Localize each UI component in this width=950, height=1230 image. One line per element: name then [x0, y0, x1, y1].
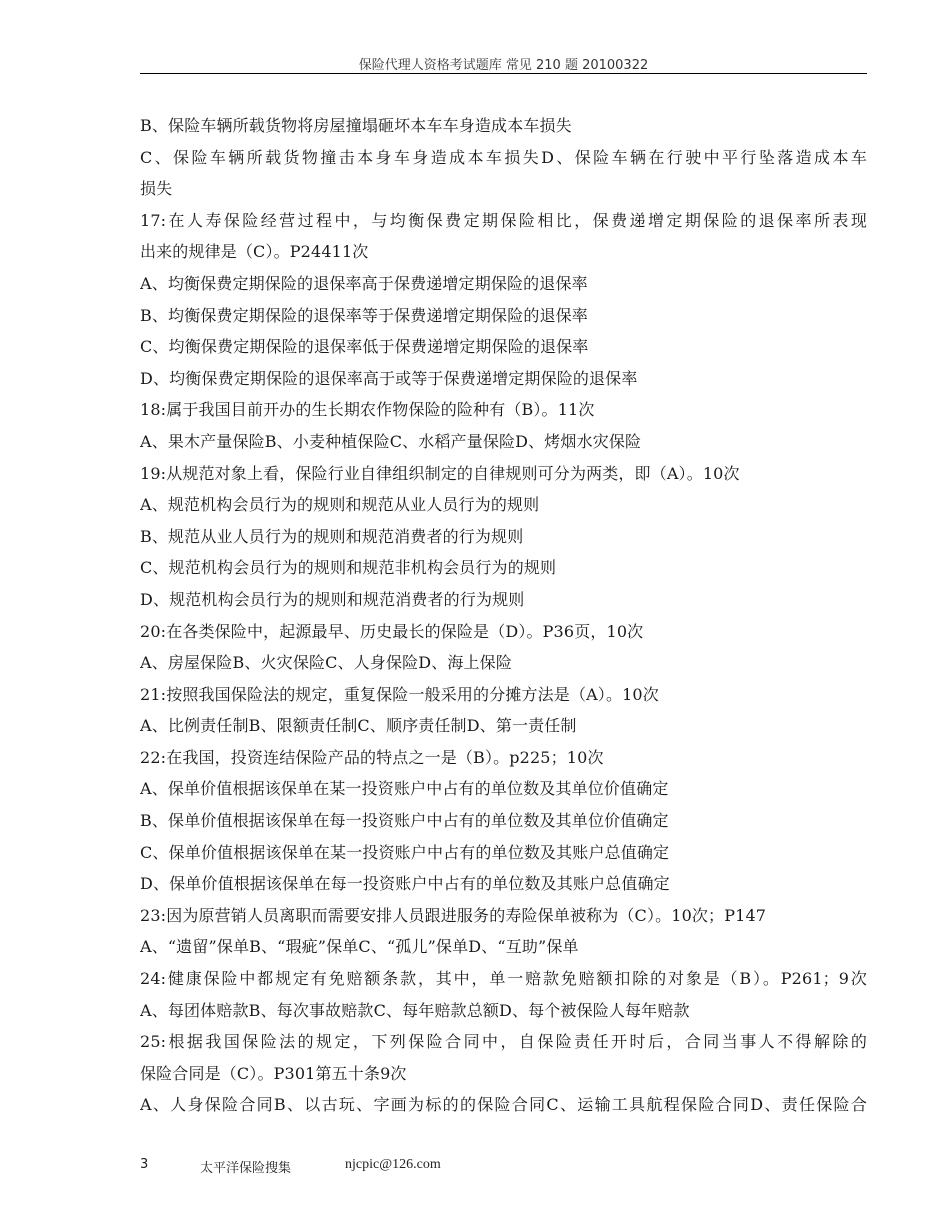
text-line: C、保险车辆所载货物撞击本身车身造成本车损失D、保险车辆在行驶中平行坠落造成本车: [140, 147, 867, 167]
text-line: D、均衡保费定期保险的退保率高于或等于保费递增定期保险的退保率: [140, 368, 638, 388]
text-line: A、“遗留”保单B、“瑕疵”保单C、“孤儿”保单D、“互助”保单: [140, 937, 579, 957]
text-line: 24:健康保险中都规定有免赔额条款，其中，单一赔款免赔额扣除的对象是（B）。P261；9次: [140, 969, 867, 989]
text-line: 出来的规律是（C）。P24411次: [140, 242, 369, 262]
text-line: C、均衡保费定期保险的退保率低于保费递增定期保险的退保率: [140, 337, 589, 357]
page-number: 3: [140, 1157, 149, 1172]
text-line: B、规范从业人员行为的规则和规范消费者的行为规则: [140, 526, 524, 546]
text-line: 17:在人寿保险经营过程中，与均衡保费定期保险相比，保费递增定期保险的退保率所表现: [140, 210, 867, 230]
text-line: 25:根据我国保险法的规定，下列保险合同中，自保险责任开时后，合同当事人不得解除的: [140, 1032, 867, 1052]
text-line: A、比例责任制B、限额责任制C、顺序责任制D、第一责任制: [140, 716, 577, 736]
text-line: A、人身保险合同B、以古玩、字画为标的的保险合同C、运输工具航程保险合同D、责任保险合: [140, 1095, 867, 1115]
text-line: A、规范机构会员行为的规则和规范从业人员行为的规则: [140, 495, 540, 515]
text-line: D、规范机构会员行为的规则和规范消费者的行为规则: [140, 589, 525, 609]
footer-company: 太平洋保险搜集: [200, 1161, 292, 1176]
text-line: C、保单价值根据该保单在某一投资账户中占有的单位数及其账户总值确定: [140, 842, 670, 862]
page-header-title: 保险代理人资格考试题库 常见 210 题 20100322: [358, 58, 649, 73]
text-line: B、保险车辆所载货物将房屋撞塌砸坏本车车身造成本车损失: [140, 116, 572, 135]
text-line: A、每团体赔款B、每次事故赔款C、每年赔款总额D、每个被保险人每年赔款: [140, 1000, 690, 1020]
text-line: 损失: [140, 179, 173, 199]
text-line: C、规范机构会员行为的规则和规范非机构会员行为的规则: [140, 558, 557, 578]
header-divider: [140, 73, 867, 74]
text-line: B、均衡保费定期保险的退保率等于保费递增定期保险的退保率: [140, 305, 588, 325]
text-line: A、均衡保费定期保险的退保率高于保费递增定期保险的退保率: [140, 273, 588, 293]
footer-email: njcpic@126.com: [345, 1157, 441, 1172]
text-line: 23:因为原营销人员离职而需要安排人员跟进服务的寿险保单被称为（C）。10次；P147: [140, 905, 767, 925]
text-line: B、保单价值根据该保单在每一投资账户中占有的单位数及其单位价值确定: [140, 811, 669, 831]
text-line: 22:在我国，投资连结保险产品的特点之一是（B）。p225；10次: [140, 747, 604, 767]
text-line: 19:从规范对象上看，保险行业自律组织制定的自律规则可分为两类，即（A）。10次: [140, 463, 740, 483]
text-line: 18:属于我国目前开办的生长期农作物保险的险种有（B）。11次: [140, 400, 595, 420]
text-line: 20:在各类保险中，起源最早、历史最长的保险是（D）。P36页，10次: [140, 621, 644, 641]
text-line: A、果木产量保险B、小麦种植保险C、水稻产量保险D、烤烟水灾保险: [140, 431, 642, 451]
text-line: 21:按照我国保险法的规定，重复保险一般采用的分摊方法是（A）。10次: [140, 684, 659, 704]
text-line: D、保单价值根据该保单在每一投资账户中占有的单位数及其账户总值确定: [140, 874, 670, 894]
text-line: A、保单价值根据该保单在某一投资账户中占有的单位数及其单位价值确定: [140, 779, 669, 799]
text-line: A、房屋保险B、火灾保险C、人身保险D、海上保险: [140, 653, 512, 673]
document-body: [140, 110, 867, 1121]
text-line: 保险合同是（C）。P301第五十条9次: [140, 1063, 407, 1083]
